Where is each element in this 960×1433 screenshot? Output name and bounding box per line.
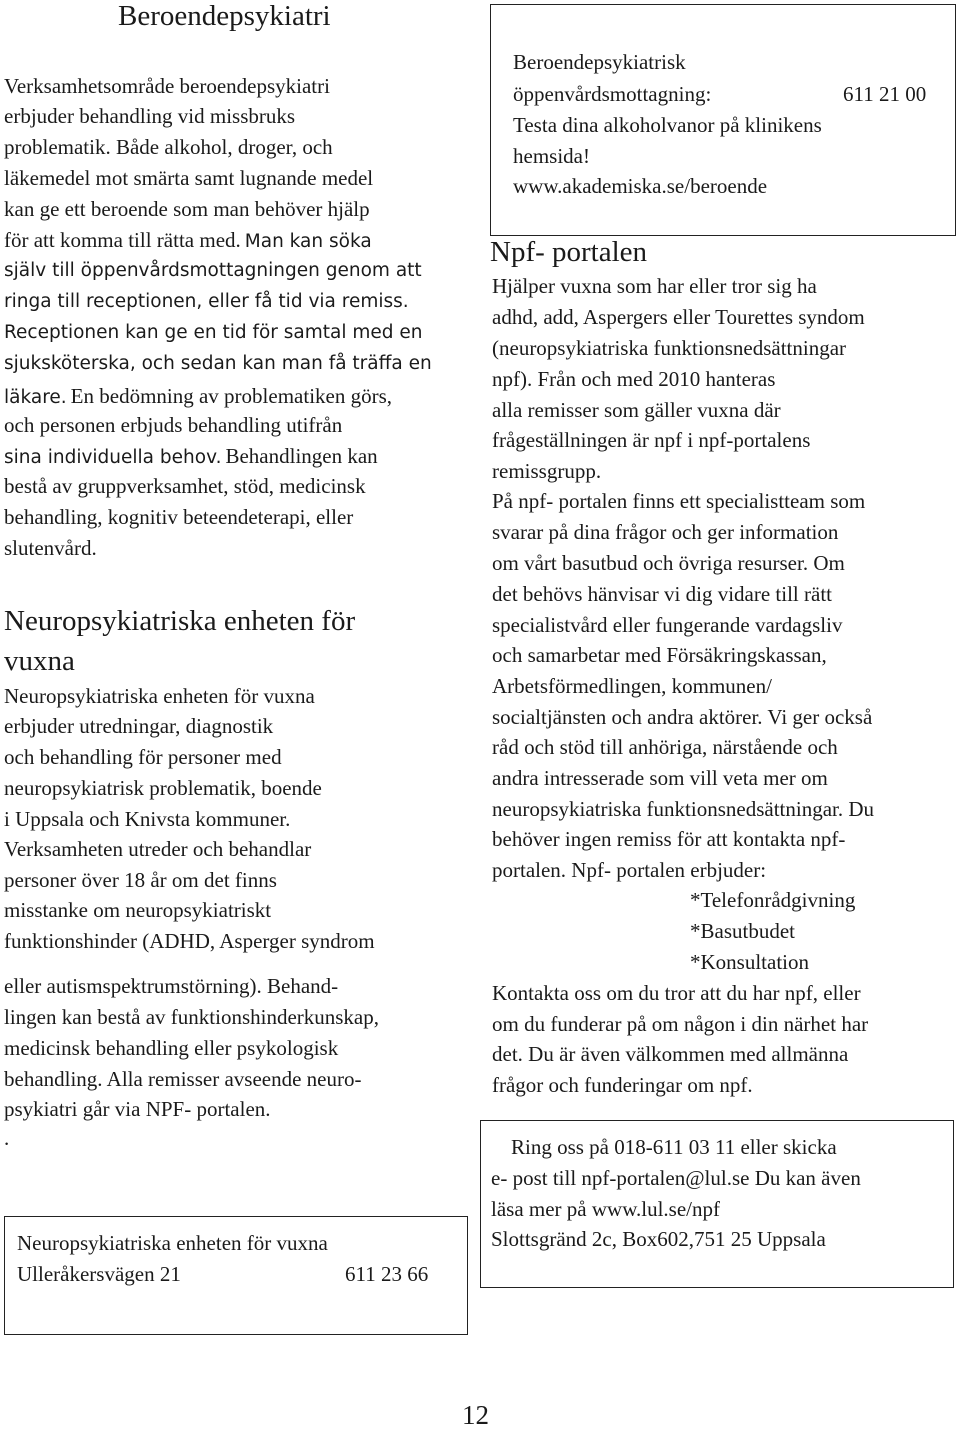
- body-line: erbjuder utredningar, diagnostik: [4, 714, 274, 738]
- section-heading-neuropsykiatriska-line2: vuxna: [4, 645, 75, 677]
- body-line: om vårt basutbud och övriga resurser. Om: [492, 551, 845, 575]
- body-line: Kontakta oss om du tror att du har npf, eller: [492, 981, 861, 1005]
- contact-line: läsa mer på www.lul.se/npf: [491, 1197, 720, 1221]
- body-line: remissgrupp.: [492, 459, 602, 483]
- body-line: (neuropsykiatriska funktionsnedsättningar: [492, 336, 847, 360]
- contact-address: Ulleråkersvägen 21: [17, 1262, 181, 1286]
- contact-box-npf-portalen: [480, 1120, 954, 1288]
- body-line: råd och stöd till anhöriga, närstående och: [492, 735, 838, 759]
- box-phone: 611 21 00: [843, 82, 927, 106]
- body-text: Behandlingen kan: [225, 444, 378, 468]
- body-text: för att komma till rätta med.: [4, 228, 241, 252]
- body-line: själv till öppenvårdsmottagningen genom att: [4, 260, 422, 281]
- body-line: Receptionen kan ge en tid för samtal med en: [4, 322, 423, 343]
- body-text: Man kan söka: [244, 231, 372, 252]
- contact-line: Ring oss på 018-611 03 11 eller skicka: [511, 1135, 837, 1159]
- body-line: [4, 228, 372, 253]
- contact-box-beroendepsykiatri: [490, 4, 956, 236]
- body-line: [4, 444, 378, 469]
- box-line: Testa dina alkoholvanor på klinikens: [513, 113, 822, 137]
- body-line: i Uppsala och Knivsta kommuner.: [4, 807, 291, 831]
- body-line: bestå av gruppverksamhet, stöd, medicinsk: [4, 474, 366, 498]
- body-line: svarar på dina frågor och ger information: [492, 520, 839, 544]
- body-line: misstanke om neuropsykiatriskt: [4, 898, 272, 922]
- body-line: behandling. Alla remisser avseende neuro-: [4, 1067, 362, 1091]
- body-line: frågeställningen är npf i npf-portalens: [492, 428, 811, 452]
- body-line: eller autismspektrumstörning). Behand-: [4, 974, 339, 998]
- body-line: neuropsykiatriska funktionsnedsättningar. Du: [492, 797, 875, 821]
- box-line: Beroendepsykiatrisk: [513, 50, 686, 74]
- body-line: det behövs hänvisar vi dig vidare till rätt: [492, 582, 832, 606]
- body-line: det. Du är även välkommen med allmänna: [492, 1042, 849, 1066]
- body-line: specialistvård eller fungerande vardagsliv: [492, 613, 843, 637]
- body-line: behandling, kognitiv beteendeterapi, eller: [4, 505, 354, 529]
- box-link: www.akademiska.se/beroende: [513, 174, 768, 198]
- section-heading-npf-portalen: Npf- portalen: [490, 236, 648, 268]
- body-text: sina individuella behov.: [4, 447, 222, 468]
- body-line: alla remisser som gäller vuxna där: [492, 398, 781, 422]
- body-text: En bedömning av problematiken görs,: [70, 384, 393, 408]
- body-text: läkare.: [4, 387, 67, 408]
- page-number: 12: [462, 1400, 489, 1430]
- body-line: kan ge ett beroende som man behöver hjälp: [4, 197, 370, 221]
- body-line: andra intresserade som vill veta mer om: [492, 766, 828, 790]
- body-line: sjuksköterska, och sedan kan man få träffa en: [4, 353, 432, 374]
- section-heading-neuropsykiatriska: Neuropsykiatriska enheten för: [4, 605, 356, 637]
- body-line: På npf- portalen finns ett specialistteam som: [492, 489, 866, 513]
- contact-phone: 611 23 66: [345, 1262, 429, 1286]
- body-line: adhd, add, Aspergers eller Tourettes syndom: [492, 305, 865, 329]
- body-line: socialtjänsten och andra aktörer. Vi ger också: [492, 705, 873, 729]
- section-heading-beroendepsykiatri: Beroendepsykiatri: [118, 0, 331, 32]
- box-line: hemsida!: [513, 144, 590, 168]
- contact-box-neuropsykiatriska: [4, 1216, 468, 1335]
- body-line: .: [4, 1126, 10, 1150]
- body-line: neuropsykiatrisk problematik, boende: [4, 776, 322, 800]
- box-line: öppenvårdsmottagning:: [513, 82, 712, 106]
- body-line: portalen. Npf- portalen erbjuder:: [492, 858, 767, 882]
- contact-name: Neuropsykiatriska enheten för vuxna: [17, 1231, 328, 1255]
- body-line: Hjälper vuxna som har eller tror sig ha: [492, 274, 817, 298]
- body-line: psykiatri går via NPF- portalen.: [4, 1097, 271, 1121]
- body-line: erbjuder behandling vid missbruks: [4, 104, 296, 128]
- body-line: Verksamhetsområde beroendepsykiatri: [4, 74, 330, 98]
- offer-item: *Konsultation: [690, 950, 809, 974]
- body-line: [4, 384, 392, 409]
- body-line: Neuropsykiatriska enheten för vuxna: [4, 684, 315, 708]
- body-line: problematik. Både alkohol, droger, och: [4, 135, 333, 159]
- body-line: om du funderar på om någon i din närhet har: [492, 1012, 869, 1036]
- body-line: lingen kan bestå av funktionshinderkunskap,: [4, 1005, 380, 1029]
- body-line: Arbetsförmedlingen, kommunen/: [492, 674, 772, 698]
- body-line: npf). Från och med 2010 hanteras: [492, 367, 776, 391]
- body-line: personer över 18 år om det finns: [4, 868, 277, 892]
- body-line: behöver ingen remiss för att kontakta npf-: [492, 827, 846, 851]
- contact-line: e- post till npf-portalen@lul.se Du kan även: [491, 1166, 861, 1190]
- body-line: och samarbetar med Försäkringskassan,: [492, 643, 827, 667]
- offer-item: *Basutbudet: [690, 919, 795, 943]
- body-line: Verksamheten utreder och behandlar: [4, 837, 312, 861]
- offer-item: *Telefonrådgivning: [690, 888, 856, 912]
- body-line: och behandling för personer med: [4, 745, 282, 769]
- body-line: och personen erbjuds behandling utifrån: [4, 413, 343, 437]
- body-line: frågor och funderingar om npf.: [492, 1073, 753, 1097]
- body-line: funktionshinder (ADHD, Asperger syndrom: [4, 929, 375, 953]
- body-line: slutenvård.: [4, 536, 97, 560]
- body-line: ringa till receptionen, eller få tid via remiss.: [4, 291, 409, 312]
- body-line: medicinsk behandling eller psykologisk: [4, 1036, 339, 1060]
- body-line: läkemedel mot smärta samt lugnande medel: [4, 166, 374, 190]
- contact-line: Slottsgränd 2c, Box602,751 25 Uppsala: [491, 1227, 826, 1251]
